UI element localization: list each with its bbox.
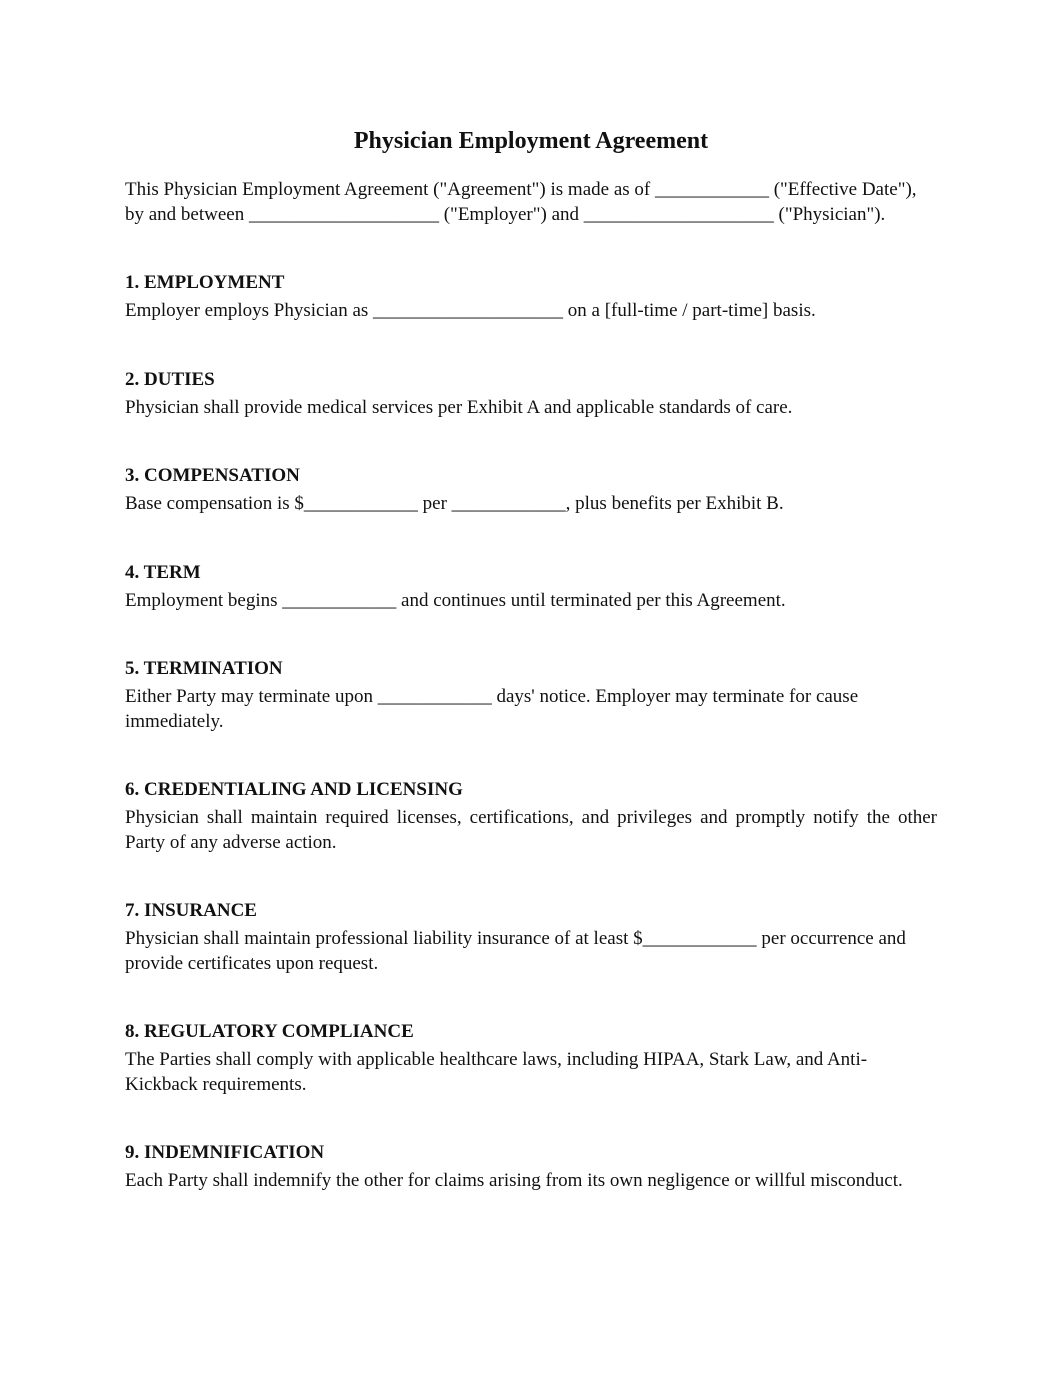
section-body: Either Party may terminate upon ____________ days' notice. Employer may terminate for cause immediately. bbox=[125, 686, 859, 732]
section-insurance bbox=[125, 899, 937, 976]
section-body: Physician shall maintain required licenses, certifications, and privileges and promptly notify the other Party of any adverse action. bbox=[125, 807, 937, 853]
section-term bbox=[125, 561, 937, 614]
section-heading: 7. INSURANCE bbox=[125, 900, 257, 921]
section-termination bbox=[125, 657, 937, 734]
section-body: Employer employs Physician as ____________________ on a [full-time / part-time] basis. bbox=[125, 300, 816, 321]
document-title: Physician Employment Agreement bbox=[353, 128, 709, 154]
section-heading: 2. DUTIES bbox=[125, 368, 215, 390]
section-heading: 8. REGULATORY COMPLIANCE bbox=[125, 1021, 414, 1042]
section-body: Physician shall maintain professional liability insurance of at least $____________ per occurrence and provide certificates upon request. bbox=[125, 928, 906, 974]
intro-paragraph: This Physician Employment Agreement ("Agreement") is made as of ____________ ("Effective Date"), by and between ____________________ ("Employer") and ____________________ ("Physician"). bbox=[125, 179, 917, 225]
section-body: Each Party shall indemnify the other for claims arising from its own negligence or willful misconduct. bbox=[125, 1170, 903, 1191]
section-heading: 1. EMPLOYMENT bbox=[125, 272, 285, 293]
section-body: Physician shall provide medical services per Exhibit A and applicable standards of care. bbox=[125, 396, 793, 418]
section-regulatory-compliance bbox=[125, 1020, 937, 1097]
section-indemnification bbox=[125, 1141, 937, 1194]
section-heading: 9. INDEMNIFICATION bbox=[125, 1142, 325, 1163]
section-heading: 3. COMPENSATION bbox=[125, 465, 300, 486]
section-credentialing bbox=[125, 778, 937, 855]
section-heading: 6. CREDENTIALING AND LICENSING bbox=[125, 779, 463, 800]
section-body: The Parties shall comply with applicable healthcare laws, including HIPAA, Stark Law, and Anti-Kickback requirements. bbox=[125, 1049, 868, 1095]
section-body: Base compensation is $____________ per ____________, plus benefits per Exhibit B. bbox=[125, 493, 784, 514]
section-body: Employment begins ____________ and continues until terminated per this Agreement. bbox=[125, 589, 786, 611]
section-heading: 5. TERMINATION bbox=[125, 658, 283, 679]
section-employment bbox=[125, 271, 937, 324]
section-duties bbox=[125, 368, 937, 421]
section-heading: 4. TERM bbox=[125, 561, 201, 583]
section-compensation bbox=[125, 464, 937, 517]
document-page bbox=[125, 124, 937, 1194]
